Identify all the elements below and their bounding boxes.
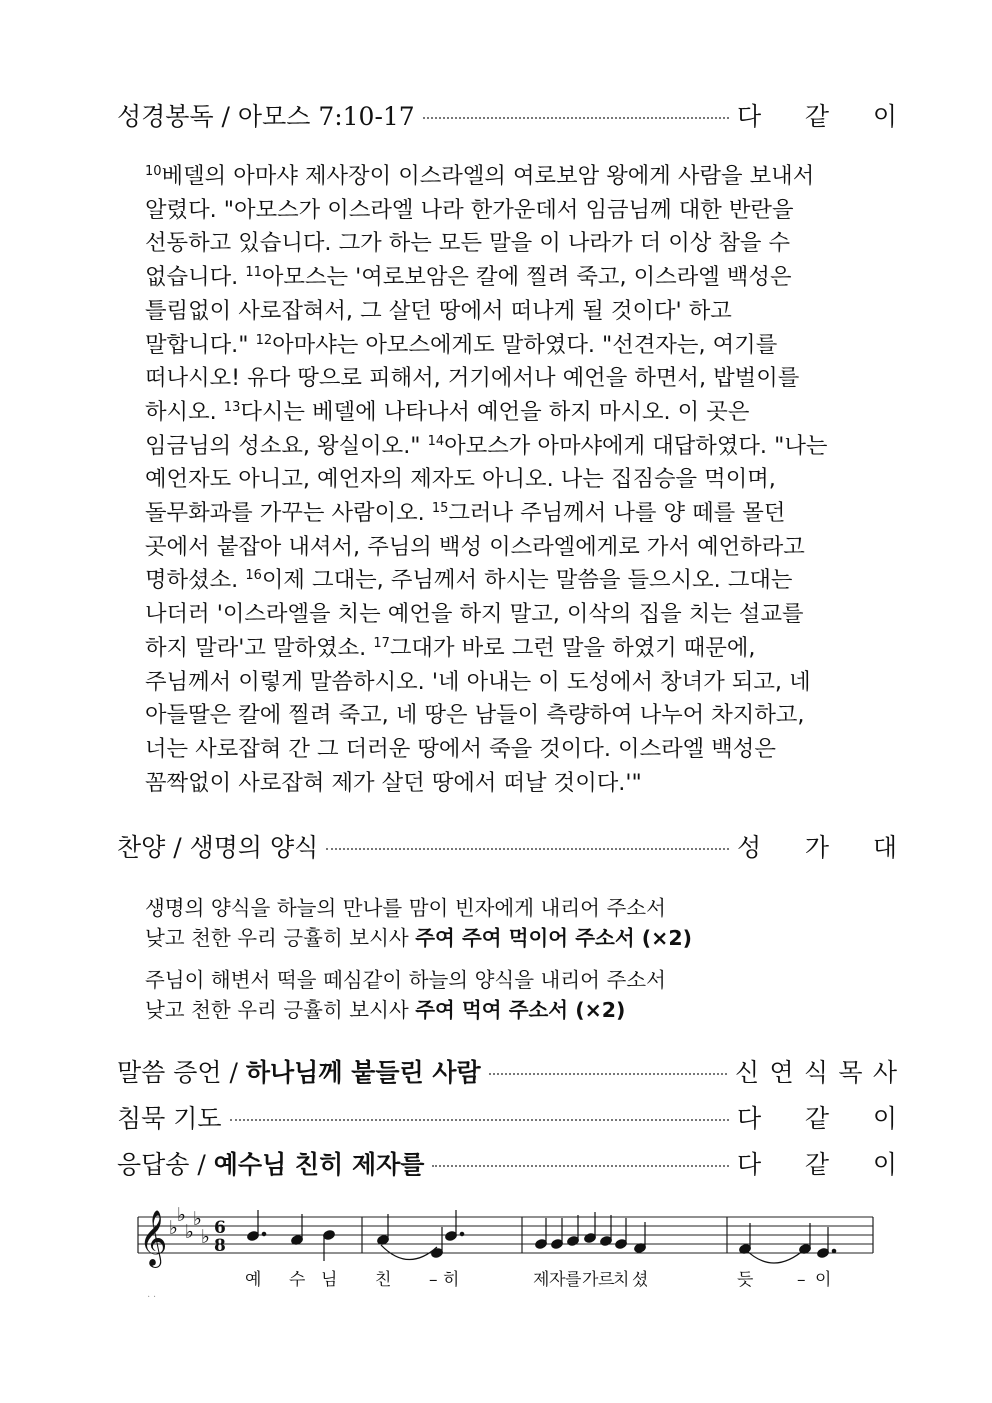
anthem-header [117,826,897,866]
reading-leader [737,97,897,133]
sermon-header [117,1051,897,1091]
flat-icon: ♭ [177,1205,186,1226]
anthem-lyrics-verse-1 [145,893,692,953]
text-run: 명하셨소. [145,567,246,594]
leader-char: 같 [804,102,830,131]
leader-char: 이 [872,1104,897,1133]
leader-dots [326,848,729,850]
text-run: 떠나시오! 유다 땅으로 피해서, 거기에서나 예언을 하면서, 밥벌이를 [145,365,800,392]
score-lyric-syllable: 이 [815,1270,832,1290]
scripture-text [145,160,880,800]
scripture-line [145,531,880,565]
text-run: 돌무화과를 가꾸는 사람이오. [145,500,432,527]
text-run: 꼼짝없이 사로잡혀 제가 살던 땅에서 떠날 것이다.'" [145,769,642,796]
text-run: 예언자도 아니고, 예언자의 제자도 아니오. 나는 집짐승을 먹이며, [145,466,776,493]
score-lyric-syllable: 님 [321,1270,338,1290]
reading-title: 성경봉독 / 아모스 7:10-17 [117,102,415,131]
score-lyric-syllable: 가 [582,1270,599,1290]
leader-char: 성 [737,833,762,862]
score-lyric-syllable: 르 [598,1270,615,1290]
scripture-line [145,497,880,531]
verse-number: 17 [373,635,390,651]
verse-number: 12 [255,332,273,348]
text-run: 베델의 아마샤 제사장이 이스라엘의 여로보암 왕에게 사람을 보내서 [161,163,815,189]
anthem-title: 찬양 / 생명의 양식 [117,833,319,862]
note-dot [832,1249,836,1253]
text-run: 생명의 양식을 하늘의 만나를 맘이 빈자에게 내리어 주소서 [145,896,666,920]
flat-icon: ♭ [185,1221,194,1243]
sermon-preacher [735,1053,897,1089]
score-lyric-syllable: 자 [549,1270,566,1290]
response-header [117,1143,897,1183]
text-run: 말합니다." [145,331,256,358]
text-run: 임금님의 성소요, 왕실이오." [145,432,428,459]
leader-char: 가 [804,833,830,862]
scripture-line [145,598,880,632]
leader-char: 같 [804,1150,830,1179]
scripture-line [145,430,880,464]
text-run: 하시오. [145,398,224,425]
text-run: 주님이 해변서 떡을 떼심같이 하늘의 양식을 내리어 주소서 [145,968,666,992]
leader-dots [432,1165,729,1167]
prayer-title: 침묵 기도 [117,1104,222,1133]
lyric-line [145,923,692,953]
scripture-line [145,194,880,228]
leader-char: 이 [872,102,897,131]
scripture-line [145,564,880,598]
score-lyric-syllable: 예 [245,1270,262,1290]
prayer-leader [737,1099,897,1135]
lyric-refrain: 주여 주여 먹이어 주소서 (×2) [415,926,692,950]
text-run: 없습니다. [145,264,246,291]
flat-icon: ♭ [169,1217,178,1239]
text-run: 아마샤는 아모스에게도 말하였다. "선견자는, 여기를 [272,331,778,358]
scripture-line [145,295,880,329]
scripture-line [145,362,880,396]
score-lyric-syllable: – [429,1270,438,1290]
key-signature-flats [169,1205,210,1248]
verse-number: 15 [431,501,449,517]
text-run: 아들딸은 칼에 찔려 죽고, 네 땅은 남들이 측량하여 나누어 차지하고, [145,702,805,729]
text-run: 낮고 천한 우리 긍휼히 보시사 [145,998,416,1022]
scripture-line [145,396,880,430]
leader-char: 이 [872,1150,897,1179]
score-lyric-syllable: 를 [565,1270,582,1290]
leader-char: 식 [803,1058,829,1087]
score-lyric-syllable: 친 [375,1270,392,1290]
score-lyric-syllable: 셨 [632,1270,649,1290]
text-run: 너는 사로잡혀 간 그 더러운 땅에서 죽을 것이다. 이스라엘 백성은 [145,735,776,762]
leader-dots [423,117,729,119]
treble-clef-icon: 𝄞 [139,1210,168,1266]
response-leader [737,1145,897,1181]
sermon-title-wrap [117,1053,481,1089]
time-signature-top: 6 [214,1218,226,1238]
text-run: 이제 그대는, 주님께서 하시는 말씀을 들으시오. 그대는 [261,567,793,594]
verse-number: 14 [427,433,445,449]
text-run: 알렸다. "아모스가 이스라엘 나라 한가운데서 임금님께 대한 반란을 [145,196,794,223]
text-run: 아모스가 아마샤에게 대답하였다. "나는 [444,432,828,459]
slur [745,1249,805,1263]
time-signature-bottom: 8 [214,1236,226,1256]
leader-char: 다 [737,1104,762,1133]
lyric-refrain: 주여 먹여 주소서 (×2) [415,998,626,1022]
verse-number: 10 [145,164,162,179]
slur [381,1245,437,1260]
leader-char: 연 [769,1058,794,1087]
response-title: 예수님 친히 제자를 [213,1150,425,1179]
text-run: 그대가 바로 그런 말을 하였기 때문에, [389,634,756,661]
text-run: 곳에서 붙잡아 내셔서, 주님의 백성 이스라엘에게로 가서 예언하라고 [145,533,805,560]
verse-number: 11 [245,265,262,281]
text-run: 나더러 '이스라엘을 치는 예언을 하지 말고, 이삭의 집을 치는 설교를 [145,601,804,628]
flat-icon: ♭ [193,1208,202,1230]
leader-dots [489,1073,727,1075]
text-run: 선동하고 있습니다. 그가 하는 모든 말을 이 나라가 더 이상 참을 수 [145,230,791,257]
verse-number: 13 [223,399,241,415]
time-signature [214,1218,226,1256]
leader-char: 목 [838,1058,863,1087]
scripture-line [145,261,880,295]
score-lyric-syllable: 히 [443,1270,460,1290]
response-prefix: 응답송 / [117,1150,214,1179]
score-lyric-syllable: 제 [533,1270,550,1290]
anthem-leader [737,828,897,864]
score-lyric-syllable: 수 [289,1270,306,1290]
faint-mark: · · [147,1292,157,1300]
scripture-line [145,463,880,497]
scripture-line [145,733,880,767]
score-lyric-syllable: – [797,1270,806,1290]
text-run: 틀림없이 사로잡혀서, 그 살던 땅에서 떠나게 될 것이다' 하고 [145,297,732,324]
reading-header [117,95,897,135]
text-run: 낮고 천한 우리 긍휼히 보시사 [145,926,416,950]
text-run: 다시는 베델에 나타나서 예언을 하지 마시오. 이 곳은 [240,398,750,425]
lyric-line [145,893,692,923]
leader-char: 다 [737,1150,762,1179]
prayer-header [117,1097,897,1137]
leader-char: 대 [872,833,897,862]
leader-char: 다 [737,102,762,131]
text-run: 하지 말라'고 말하였소. [145,634,374,661]
flat-icon: ♭ [201,1226,210,1248]
note-dot [262,1232,266,1236]
score-lyric-syllable: 듯 [737,1270,754,1290]
scripture-line [145,227,880,261]
score-lyric-syllable: 치 [613,1270,630,1290]
sermon-title: 하나님께 붙들린 사람 [245,1058,481,1087]
lyric-line [145,965,666,995]
scripture-line [145,160,880,194]
text-run: 그러나 주님께서 나를 양 떼를 몰던 [448,500,786,527]
note-dot [460,1232,464,1236]
scripture-line [145,632,880,666]
response-title-wrap [117,1145,424,1181]
leader-char: 신 [735,1058,760,1087]
anthem-lyrics-verse-2 [145,965,666,1025]
score-lyrics [245,1269,831,1290]
leader-dots [230,1119,729,1121]
verse-number: 16 [245,568,262,584]
response-song-score [133,1205,878,1300]
scripture-line [145,699,880,733]
text-run: 아모스는 '여로보암은 칼에 찔려 죽고, 이스라엘 백성은 [261,264,792,291]
leader-char: 사 [872,1058,897,1087]
lyric-line [145,995,666,1025]
scripture-line [145,666,880,700]
sermon-prefix: 말씀 증언 / [117,1058,246,1087]
scripture-line [145,767,880,801]
text-run: 주님께서 이렇게 말씀하시오. '네 아내는 이 도성에서 창녀가 되고, 네 [145,668,811,695]
scripture-line [145,329,880,363]
leader-char: 같 [804,1104,830,1133]
